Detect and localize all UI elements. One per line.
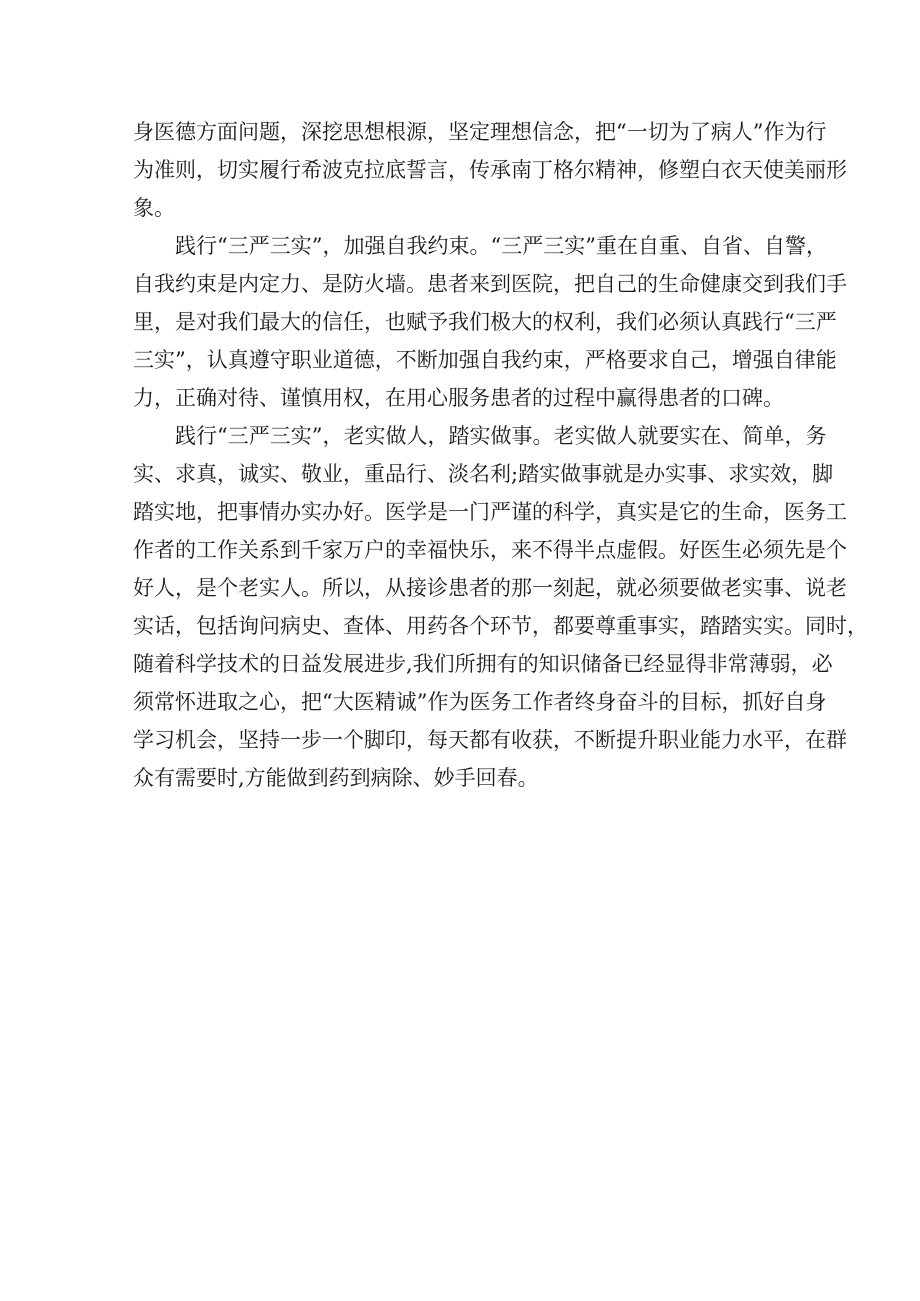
paragraph-3 (133, 424, 868, 790)
paragraph-3-line-3: 踏实地，把事情办实办好。医学是一门严谨的科学，真实是它的生命，医务工 (133, 500, 847, 524)
paragraph-3-line-8: 须常怀进取之心，把“大医精诚”作为医务工作者终身奋斗的目标，抓好自身 (133, 690, 827, 714)
paragraph-2-line-3: 里，是对我们最大的信任，也赋予我们极大的权利，我们必须认真践行“三严 (133, 310, 837, 334)
paragraph-3-line-6: 实话，包括询问病史、查体、用药各个环节，都要尊重事实，踏踏实实。同时， (133, 614, 868, 638)
paragraph-1-line-3: 象。 (133, 196, 175, 220)
paragraph-3-line-9: 学习机会，坚持一步一个脚印，每天都有收获，不断提升职业能力水平，在群 (133, 728, 847, 752)
paragraph-3-line-5: 好人，是个老实人。所以，从接诊患者的那一刻起，就必须要做老实事、说老 (133, 576, 847, 600)
paragraph-1-line-1: 身医德方面问题，深挖思想根源，坚定理想信念，把“一切为了病人”作为行 (133, 120, 827, 144)
paragraph-3-line-10: 众有需要时,方能做到药到病除、妙手回春。 (133, 766, 539, 790)
document-body (133, 120, 868, 790)
paragraph-1-line-2: 为准则，切实履行希波克拉底誓言，传承南丁格尔精神，修塑白衣天使美丽形 (133, 158, 847, 182)
paragraph-2-line-5: 力，正确对待、谨慎用权，在用心服务患者的过程中赢得患者的口碑。 (133, 386, 784, 410)
paragraph-2-line-1: 践行“三严三实”，加强自我约束。“三严三实”重在自重、自省、自警， (175, 234, 827, 258)
paragraph-2-line-2: 自我约束是内定力、是防火墙。患者来到医院，把自己的生命健康交到我们手 (133, 272, 847, 296)
paragraph-1 (133, 120, 847, 220)
paragraph-3-line-2: 实、求真，诚实、敬业，重品行、淡名利;踏实做事就是办实事、求实效，脚 (133, 462, 834, 486)
paragraph-2-line-4: 三实”，认真遵守职业道德，不断加强自我约束，严格要求自己，增强自律能 (133, 348, 837, 372)
paragraph-3-line-1: 践行“三严三实”，老实做人，踏实做事。老实做人就要实在、简单，务 (175, 424, 827, 448)
paragraph-3-line-4: 作者的工作关系到千家万户的幸福快乐，来不得半点虚假。好医生必须先是个 (133, 538, 847, 562)
paragraph-3-line-7: 随着科学技术的日益发展进步,我们所拥有的知识储备已经显得非常薄弱，必 (133, 652, 833, 676)
paragraph-2 (133, 234, 847, 410)
